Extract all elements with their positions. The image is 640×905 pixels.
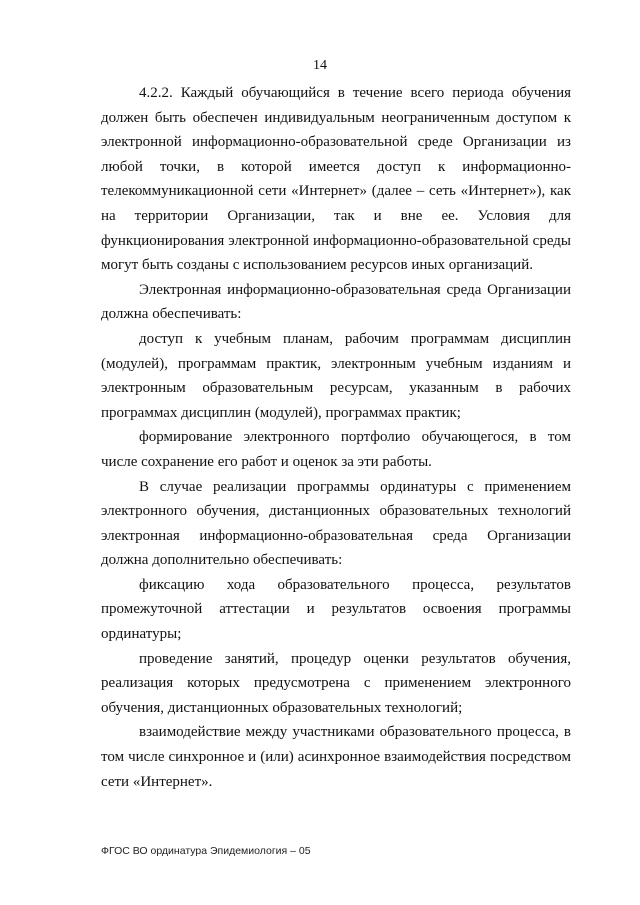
paragraph-process-recording: фиксацию хода образовательного процесса, результатов промежуточной аттестации и результатов освоения программы ординатуры;: [101, 576, 571, 643]
document-body: [101, 81, 571, 794]
paragraph-e-learning-case: В случае реализации программы ординатуры с применением электронного обучения, дистанционных образовательных технологий электронная информационно-образовательная среда Организации должна дополнительно обеспечивать:: [101, 478, 571, 569]
paragraph-access-curricula: доступ к учебным планам, рабочим программам дисциплин (модулей), программам практик, электронным учебным изданиям и электронным образовательным ресурсам, указанным в рабочих программах дисциплин (модулей), программах практик;: [101, 330, 571, 421]
footer-document-id: ФГОС ВО ординатура Эпидемиология – 05: [101, 845, 311, 857]
paragraph-eios-requirements: Электронная информационно-образовательная среда Организации должна обеспечивать:: [101, 281, 571, 323]
page-number: 14: [313, 58, 327, 73]
paragraph-interaction: взаимодействие между участниками образовательного процесса, в том числе синхронное и (или) асинхронное взаимодействия посредством сети «Интернет».: [101, 724, 571, 790]
paragraph-portfolio: формирование электронного портфолио обучающегося, в том числе сохранение его работ и оценок за эти работы.: [101, 429, 571, 470]
paragraph-4-2-2: 4.2.2. Каждый обучающийся в течение всего периода обучения должен быть обеспечен индивидуальным неограниченным доступом к электронной информационно-образовательной среде Организации из любой точки, в которой имеется доступ к информационно-телекоммуникационной сети «Интернет» (далее – сеть «Интернет»), как на территории Организации, так и вне ее. Условия для функционирования электронной информационно-образовательной среды могут быть созданы с использованием ресурсов иных организаций.: [101, 85, 571, 274]
paragraph-conducting-classes: проведение занятий, процедур оценки результатов обучения, реализация которых предусмотрена с применением электронного обучения, дистанционных образовательных технологий;: [101, 650, 571, 716]
